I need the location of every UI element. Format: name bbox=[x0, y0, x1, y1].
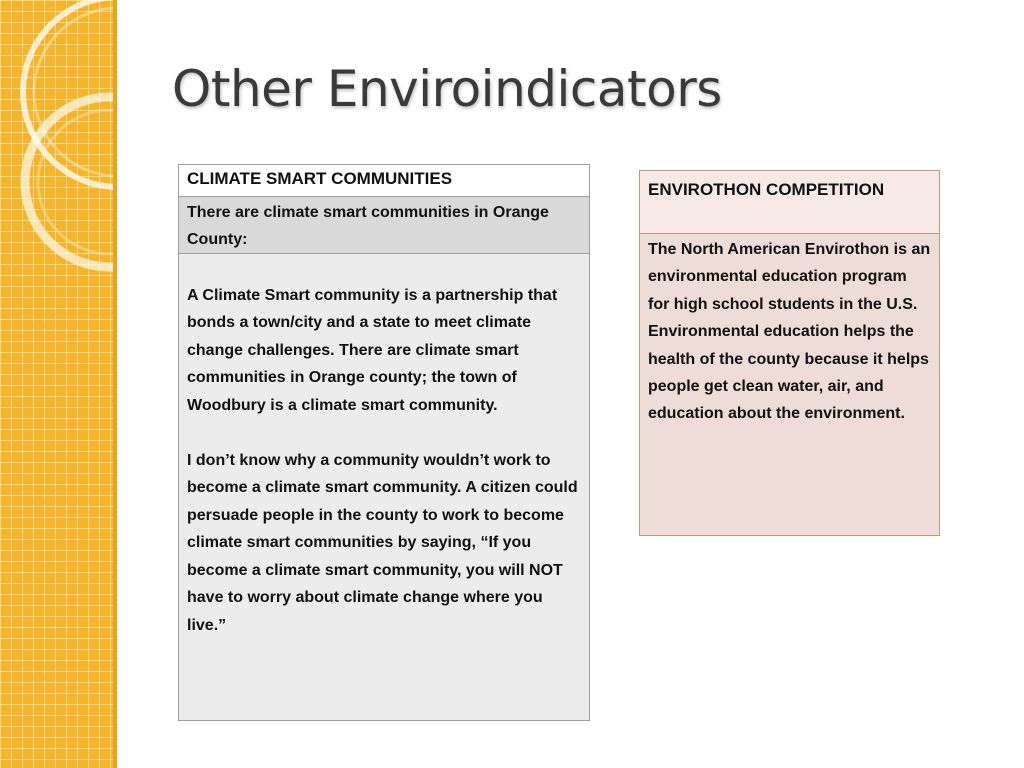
climate-smart-communities-table bbox=[178, 164, 590, 721]
climate-table-subheader-row bbox=[179, 197, 590, 254]
climate-paragraph-2-end: have to worry about climate change where you live.” bbox=[187, 589, 543, 634]
sidebar-edge-divider bbox=[113, 0, 117, 768]
climate-paragraph-2-start: I don’t know why a community wouldn’t work to become a climate smart community. A citizen could persuade people in the county to work to become climate smart communities by saying, “If you become a climate smart community, you will bbox=[187, 451, 578, 579]
climate-table-header: CLIMATE SMART COMMUNITIES bbox=[179, 165, 590, 197]
climate-body-paragraph-1: A Climate Smart community is a partnership that bonds a town/city and a state to meet climate change challenges. There are climate smart communities in Orange county; the town of Woodbury is a climate smart community. bbox=[187, 286, 558, 414]
envirothon-table-body: The North American Envirothon is an environmental education program for high school students in the U.S. Environmental education helps the health of the county because it helps people get clean water, air, and education about the environment. bbox=[640, 234, 940, 536]
climate-paragraph-2-emphasis: NOT bbox=[529, 561, 563, 579]
envirothon-table-header-row bbox=[640, 171, 940, 234]
envirothon-competition-table bbox=[639, 170, 940, 536]
decorative-sidebar bbox=[0, 0, 113, 768]
decorative-circles-graphic bbox=[0, 0, 113, 768]
envirothon-table-header: ENVIROTHON COMPETITION bbox=[640, 171, 940, 234]
slide-title: Other Enviroindicators bbox=[172, 60, 722, 118]
climate-body-paragraph-2 bbox=[187, 447, 581, 640]
climate-table-subheader: There are climate smart communities in Orange County: bbox=[179, 197, 590, 254]
envirothon-table-body-row bbox=[640, 234, 940, 536]
climate-table-body-row bbox=[179, 254, 590, 721]
climate-table-header-row bbox=[179, 165, 590, 197]
climate-table-body bbox=[179, 254, 590, 721]
